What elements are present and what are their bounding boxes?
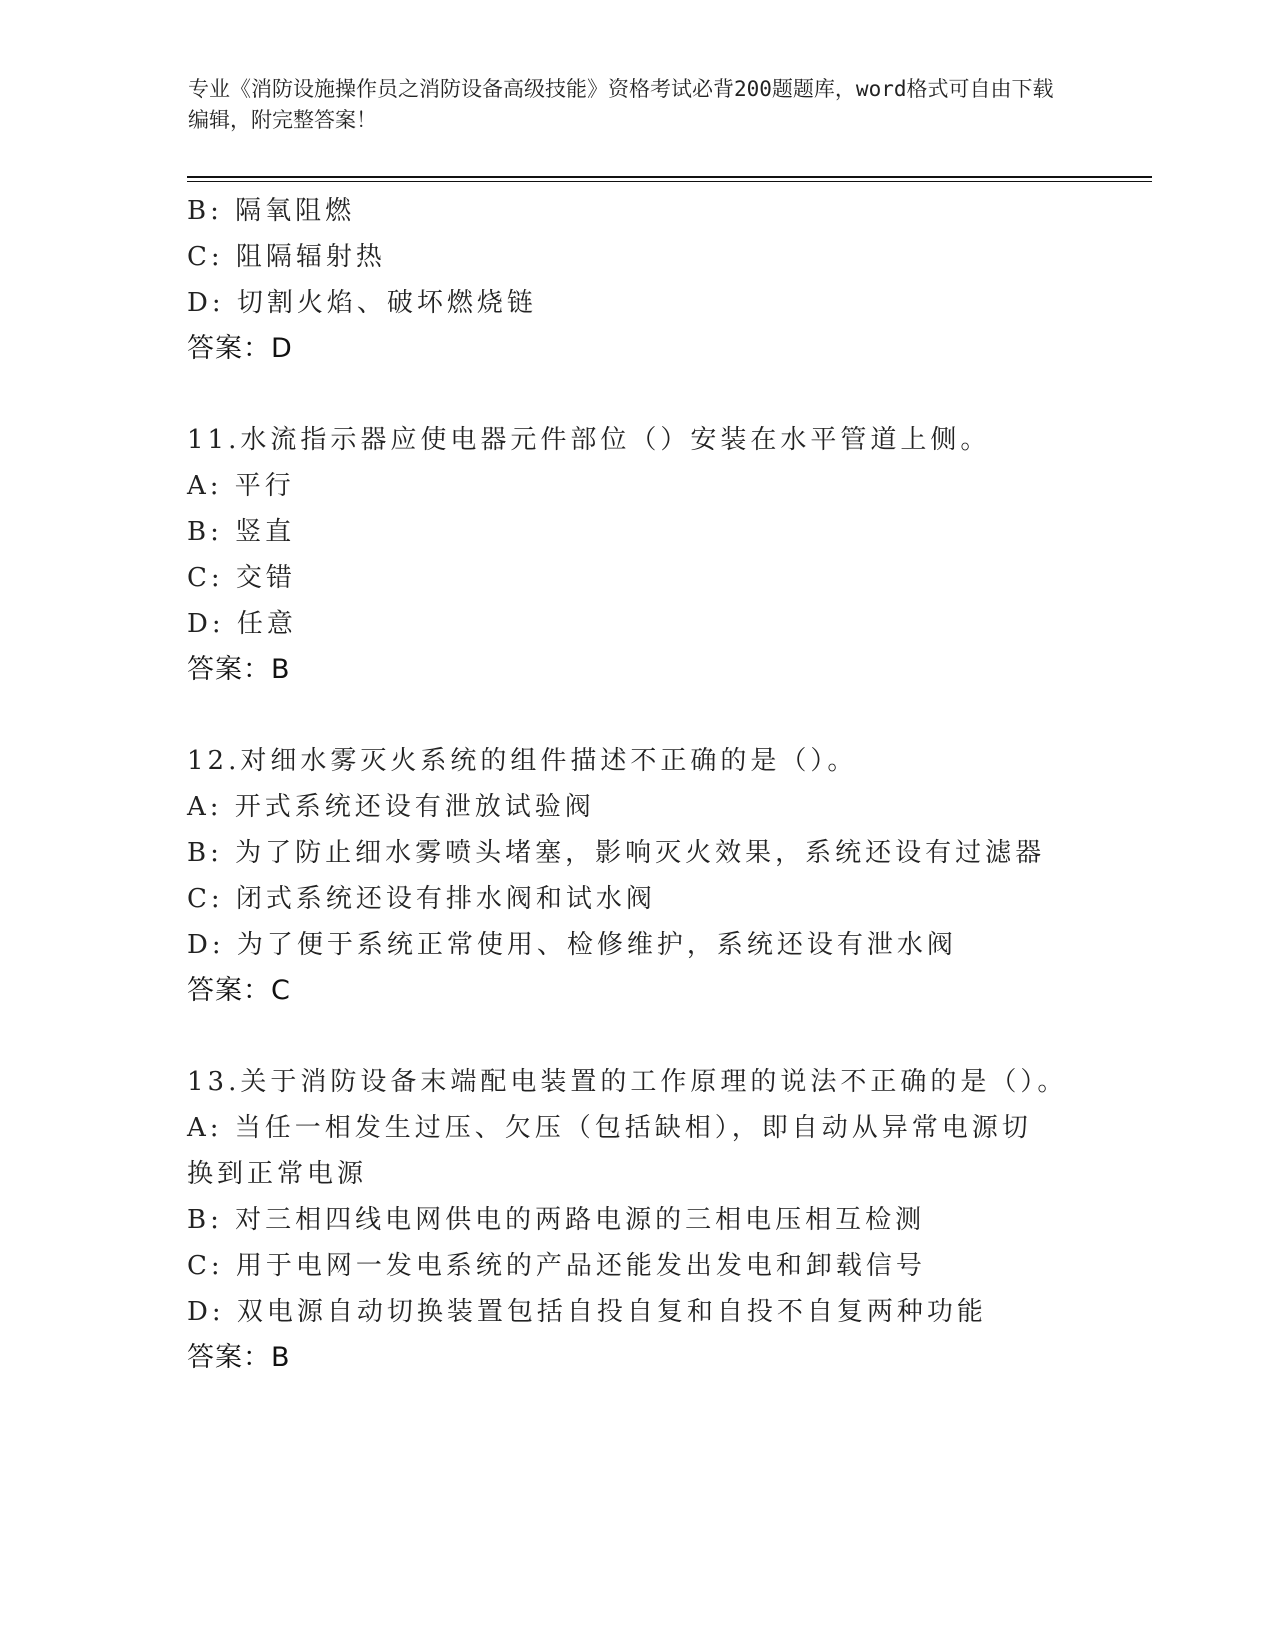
option-c: C: 阻隔辐射热 — [187, 242, 386, 272]
question-12 — [187, 738, 1087, 1014]
question-stem: 11.水流指示器应使电器元件部位（）安装在水平管道上侧。 — [187, 425, 991, 455]
option-d: D: 为了便于系统正常使用、检修维护，系统还设有泄水阀 — [187, 930, 957, 960]
answer-line: 答案：D — [187, 333, 293, 364]
question-stem: 13.关于消防设备末端配电装置的工作原理的说法不正确的是（）。 — [187, 1067, 1068, 1097]
option-a: A: 平行 — [187, 471, 295, 501]
option-c: C: 交错 — [187, 563, 296, 593]
option-b: B: 隔氧阻燃 — [187, 196, 356, 226]
option-d: D: 切割火焰、破坏燃烧链 — [187, 288, 537, 318]
option-b: B: 为了防止细水雾喷头堵塞，影响灭火效果，系统还设有过滤器 — [187, 838, 1046, 868]
answer-line: 答案：B — [187, 1342, 291, 1373]
option-d: D: 任意 — [187, 609, 297, 639]
option-d: D: 双电源自动切换装置包括自投自复和自投不自复两种功能 — [187, 1297, 987, 1327]
question-13 — [187, 1059, 1087, 1381]
option-c: C: 闭式系统还设有排水阀和试水阀 — [187, 884, 656, 914]
answer-line: 答案：C — [187, 975, 291, 1006]
header-rule-thick — [187, 176, 1152, 178]
page-header: 专业《消防设施操作员之消防设备高级技能》资格考试必背200题题库，word格式可自由下载编辑，附完整答案！ — [188, 77, 1054, 132]
header-rule-thin — [187, 181, 1152, 182]
option-c: C: 用于电网一发电系统的产品还能发出发电和卸载信号 — [187, 1251, 926, 1281]
question-stem: 12.对细水雾灭火系统的组件描述不正确的是（）。 — [187, 746, 858, 776]
option-a: A: 开式系统还设有泄放试验阀 — [187, 792, 595, 822]
question-fragment — [187, 188, 1087, 372]
option-b: B: 对三相四线电网供电的两路电源的三相电压相互检测 — [187, 1205, 926, 1235]
answer-line: 答案：B — [187, 654, 291, 685]
option-b: B: 竖直 — [187, 517, 296, 547]
question-11 — [187, 417, 1087, 693]
question-content — [187, 188, 1087, 1426]
option-a: A: 当任一相发生过压、欠压（包括缺相），即自动从异常电源切换到正常电源 — [187, 1113, 1032, 1189]
